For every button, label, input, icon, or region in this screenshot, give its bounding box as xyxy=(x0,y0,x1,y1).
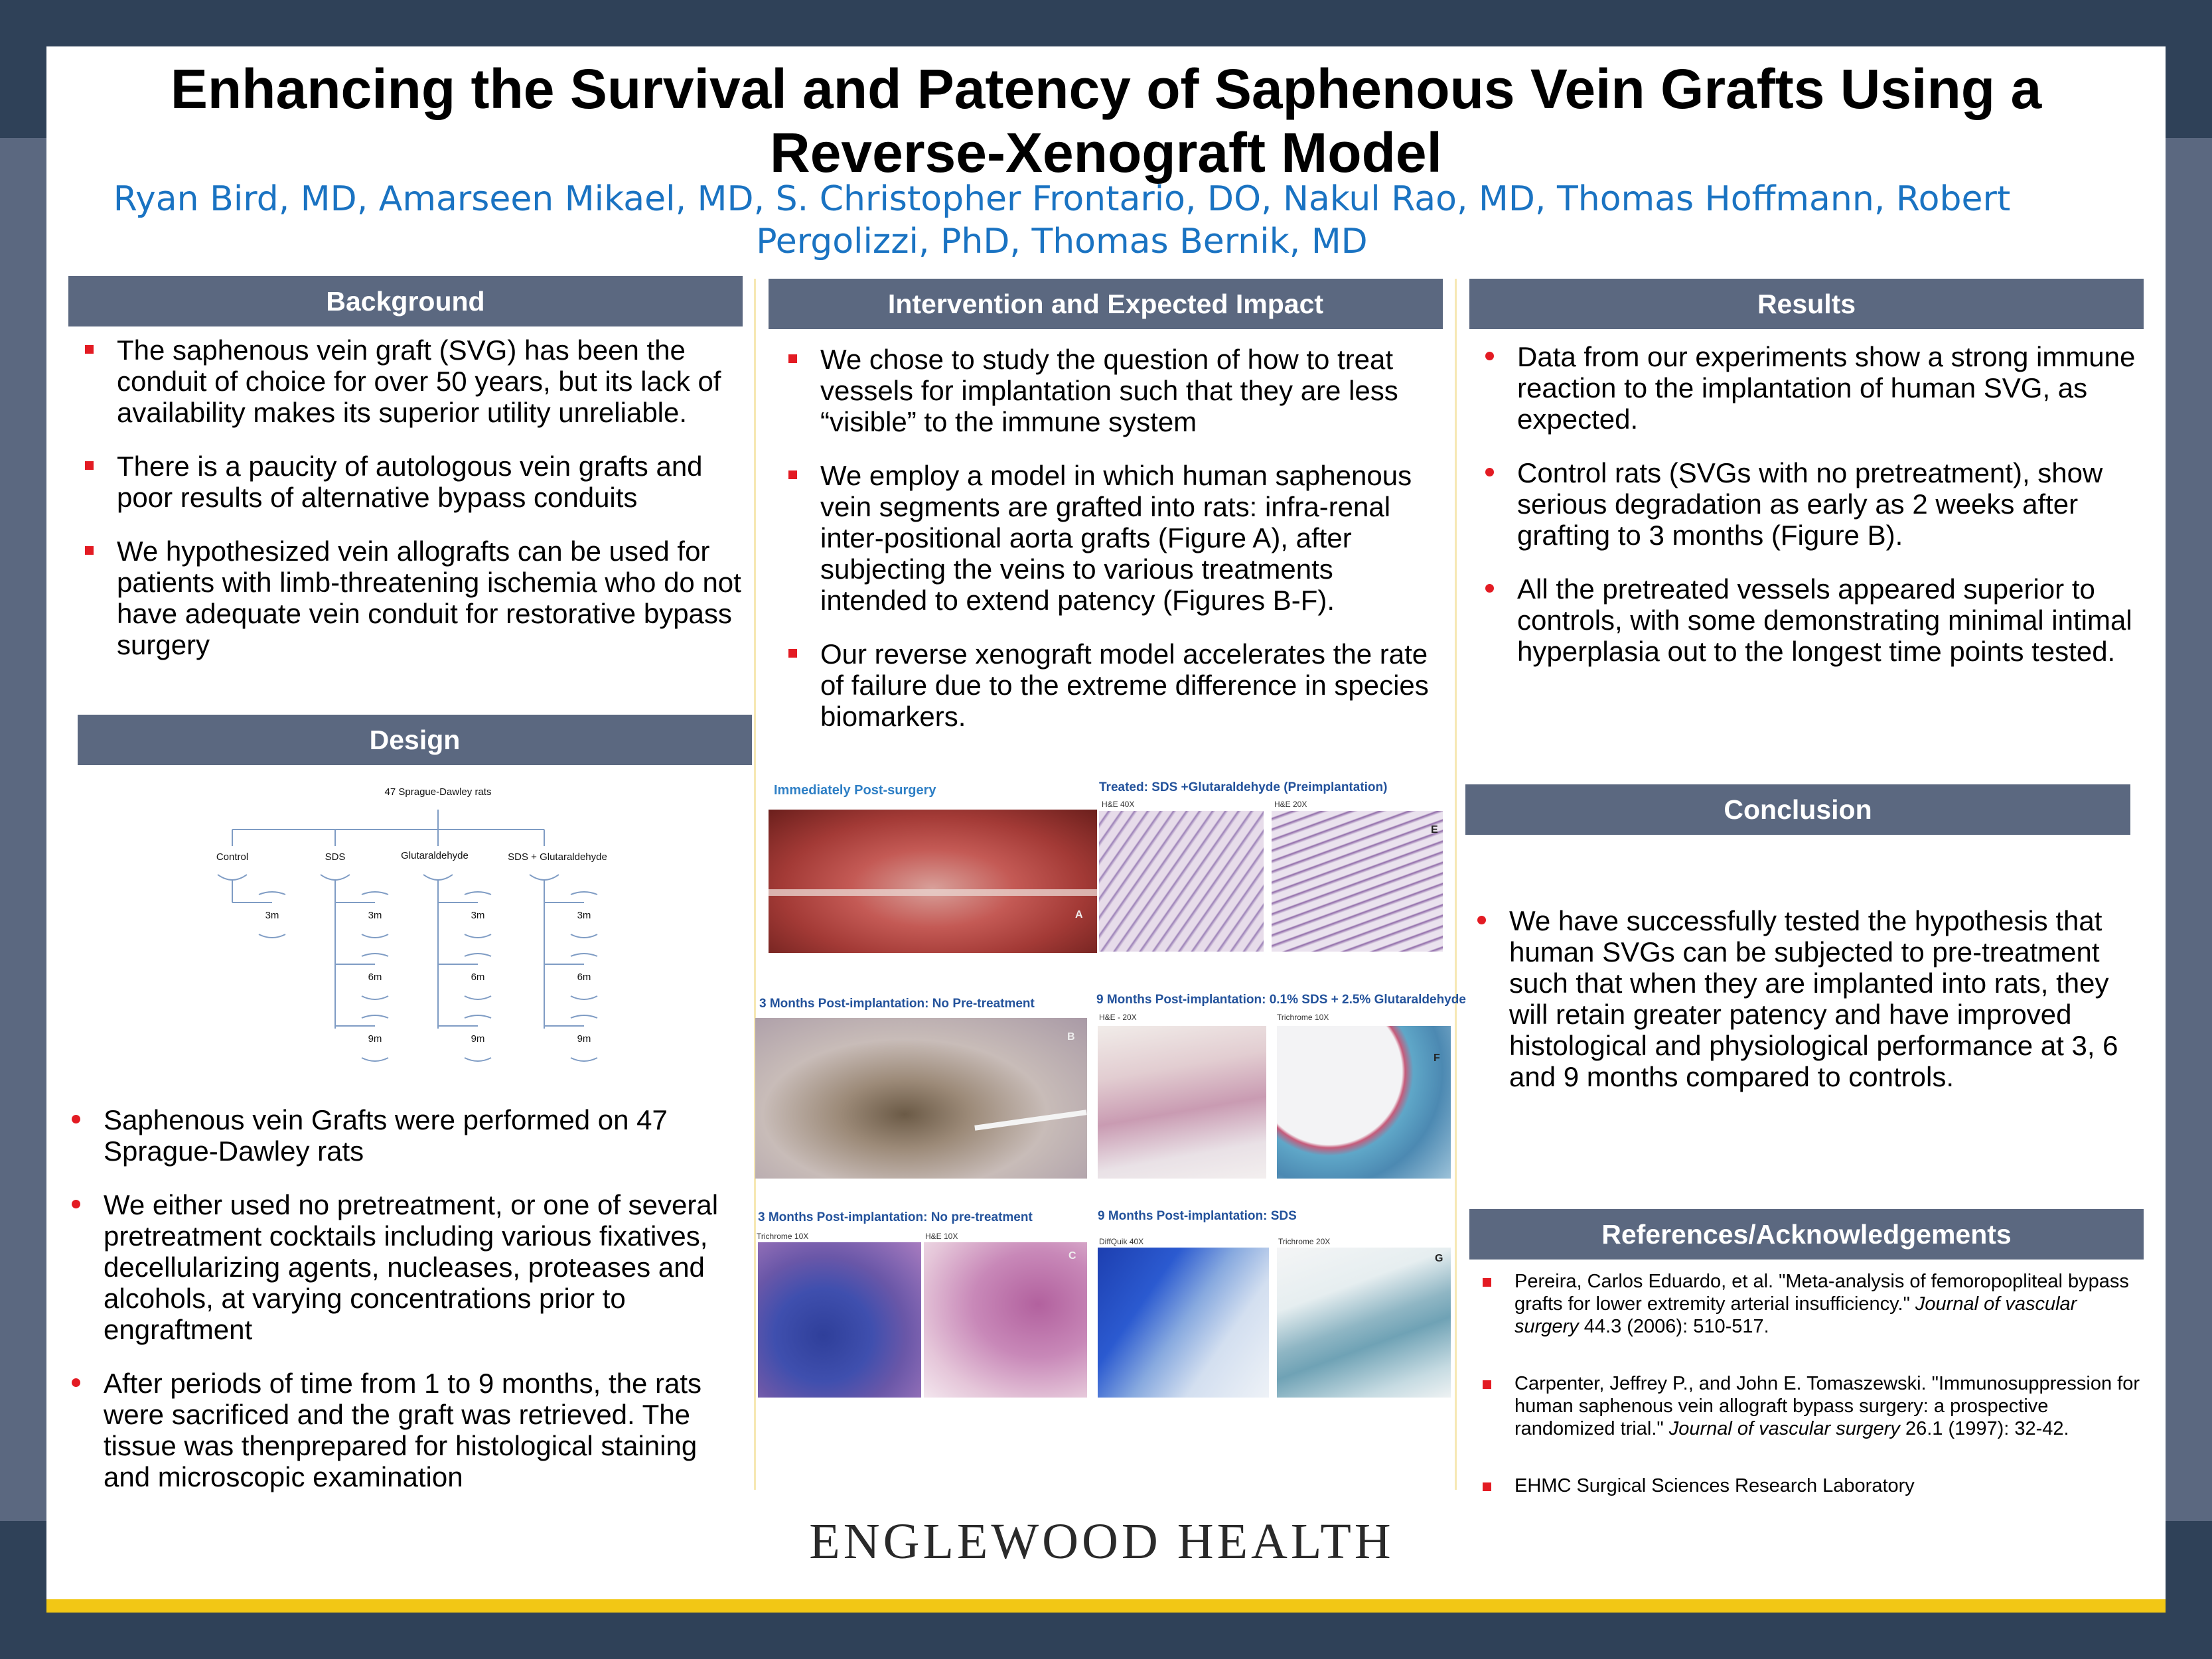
flowchart-timepoint: 9m xyxy=(471,1033,485,1045)
flowchart-timepoint: 6m xyxy=(471,972,485,983)
figure-c-subcaption: H&E 10X xyxy=(925,1232,958,1241)
background-heading: Background xyxy=(68,276,743,326)
design-item: After periods of time from 1 to 9 months, the rats were sacrificed and the graft was retrieved. The tissue was thenprepared for histological staining and microscopic examination xyxy=(66,1368,737,1492)
figure-letter: A xyxy=(1075,909,1083,920)
figure-b-caption: 3 Months Post-implantation: No Pre-treatment xyxy=(759,997,1035,1011)
results-item: Data from our experiments show a strong immune reaction to the implantation of human SVG, as expected. xyxy=(1480,341,2144,435)
flowchart-svg xyxy=(199,776,624,1068)
figure-letter: G xyxy=(1435,1253,1443,1264)
reference-journal: Journal of vascular surgery xyxy=(1514,1293,2077,1337)
figure-f-left-micrograph xyxy=(1098,1026,1266,1179)
figure-f-caption: 9 Months Post-implantation: 0.1% SDS + 2.5% Glutaraldehyde xyxy=(1096,993,1466,1007)
flowchart-timepoint: 9m xyxy=(577,1033,591,1045)
flowchart-timepoint: 3m xyxy=(471,910,485,921)
figure-a-photo xyxy=(769,810,1097,953)
figure-a-caption: Immediately Post-surgery xyxy=(774,783,936,798)
figure-g-subcaption: Trichrome 20X xyxy=(1278,1237,1331,1246)
figure-c-right-micrograph xyxy=(924,1242,1087,1398)
column-divider-right xyxy=(1455,279,1457,1490)
figure-c-subcaption: Trichrome 10X xyxy=(757,1232,809,1241)
englewood-health-logo: ENGLEWOOD HEALTH xyxy=(809,1514,1394,1569)
reference-text: Carpenter, Jeffrey P., and John E. Tomaszewski. "Immunosuppression for human saphenous vein allograft bypass surgery: a prospective randomized trial." xyxy=(1514,1373,2140,1439)
figure-g-subcaption: DiffQuik 40X xyxy=(1099,1237,1144,1246)
references-list xyxy=(1477,1270,2141,1532)
intervention-list xyxy=(783,344,1447,755)
results-item: All the pretreated vessels appeared superior to controls, with some demonstrating minimal intimal hyperplasia out to the longest time points tested. xyxy=(1480,573,2144,667)
flowchart-group: Control xyxy=(216,851,249,863)
figure-g-caption: 9 Months Post-implantation: SDS xyxy=(1098,1209,1297,1223)
intervention-heading: Intervention and Expected Impact xyxy=(769,279,1443,329)
flowchart-timepoint: 9m xyxy=(368,1033,382,1045)
figure-e-subcaption: H&E 40X xyxy=(1102,800,1135,809)
background-item: There is a paucity of autologous vein grafts and poor results of alternative bypass conduits xyxy=(80,451,743,513)
figure-f-subcaption: Trichrome 10X xyxy=(1277,1013,1329,1022)
flowchart-timepoint: 3m xyxy=(265,910,279,921)
reference-item xyxy=(1477,1372,2141,1440)
design-item: Saphenous vein Grafts were performed on 47 Sprague-Dawley rats xyxy=(66,1104,737,1167)
figure-e-subcaption: H&E 20X xyxy=(1274,800,1307,809)
gold-stripe xyxy=(46,1599,2166,1613)
flowchart-group: Glutaraldehyde xyxy=(401,850,469,861)
flowchart-timepoint: 3m xyxy=(577,910,591,921)
intervention-item: Our reverse xenograft model accelerates the rate of failure due to the extreme difference in species biomarkers. xyxy=(783,638,1447,732)
intervention-item: We chose to study the question of how to treat vessels for implantation such that they are less “visible” to the immune system xyxy=(783,344,1447,437)
figure-c-caption: 3 Months Post-implantation: No pre-treatment xyxy=(758,1210,1033,1224)
conclusion-heading: Conclusion xyxy=(1465,784,2130,835)
figure-c-left-micrograph xyxy=(758,1242,921,1398)
column-divider-left xyxy=(754,279,756,1490)
figure-letter: C xyxy=(1069,1250,1076,1262)
design-heading: Design xyxy=(78,715,752,765)
conclusion-item: We have successfully tested the hypothesis that human SVGs can be subjected to pre-treatment such that when they are implanted into rats, they will retain greater patency and have improved histological and physiological performance at 3, 6 and 9 months compared to controls. xyxy=(1472,905,2136,1092)
results-heading: Results xyxy=(1469,279,2144,329)
flowchart-timepoint: 3m xyxy=(368,910,382,921)
background-item: We hypothesized vein allografts can be used for patients with limb-threatening ischemia who do not have adequate vein conduit for restorative bypass surgery xyxy=(80,536,743,660)
acknowledgement-item: EHMC Surgical Sciences Research Laboratory xyxy=(1477,1475,2141,1497)
flowchart-group: SDS + Glutaraldehyde xyxy=(508,851,607,863)
design-item: We either used no pretreatment, or one of several pretreatment cocktails including various fixatives, decellularizing agents, nucleases, proteases and alcohols, at varying concentrations prior to engraftment xyxy=(66,1189,737,1345)
reference-text: 44.3 (2006): 510-517. xyxy=(1578,1316,1769,1337)
figure-f-subcaption: H&E - 20X xyxy=(1099,1013,1137,1022)
flowchart-timepoint: 6m xyxy=(368,972,382,983)
references-heading: References/Acknowledgements xyxy=(1469,1209,2144,1260)
background-item: The saphenous vein graft (SVG) has been the conduit of choice for over 50 years, but its lack of availability makes its superior utility unreliable. xyxy=(80,334,743,428)
figure-e-caption: Treated: SDS +Glutaraldehyde (Preimplantation) xyxy=(1099,780,1388,794)
figure-letter: F xyxy=(1434,1052,1440,1064)
flowchart-group: SDS xyxy=(325,851,346,863)
results-item: Control rats (SVGs with no pretreatment), show serious degradation as early as 2 weeks after grafting to 3 months (Figure B). xyxy=(1480,457,2144,551)
reference-journal: Journal of vascular surgery xyxy=(1668,1418,1900,1439)
flowchart-timepoint: 6m xyxy=(577,972,591,983)
reference-text: Pereira, Carlos Eduardo, et al. "Meta-analysis of femoropopliteal bypass grafts for lower extremity arterial insufficiency." xyxy=(1514,1271,2129,1315)
flowchart-root: 47 Sprague-Dawley rats xyxy=(384,786,492,798)
conclusion-list xyxy=(1472,905,2136,1115)
results-list xyxy=(1480,341,2144,689)
reference-item xyxy=(1477,1270,2141,1338)
background-list xyxy=(80,334,743,683)
figure-letter: B xyxy=(1067,1031,1075,1043)
figure-b-photo xyxy=(755,1018,1087,1179)
figure-e-left-micrograph xyxy=(1099,811,1264,952)
figure-g-right-micrograph xyxy=(1277,1248,1451,1398)
figure-e-right-micrograph xyxy=(1272,811,1443,952)
design-list xyxy=(66,1104,737,1515)
intervention-item: We employ a model in which human saphenous vein segments are grafted into rats: infra-renal inter-positional aorta grafts (Figure A), after subjecting the veins to various treatments intended to extend patency (Figures B-F). xyxy=(783,460,1447,616)
design-flowchart xyxy=(199,776,624,1068)
figure-g-left-micrograph xyxy=(1098,1248,1269,1398)
poster-title: Enhancing the Survival and Patency of Saphenous Vein Grafts Using a Reverse-Xenograft Model xyxy=(170,58,2042,184)
figure-f-right-micrograph xyxy=(1277,1026,1451,1179)
figure-letter: E xyxy=(1431,824,1438,835)
author-list: Ryan Bird, MD, Amarseen Mikael, MD, S. Christopher Frontario, DO, Nakul Rao, MD, Thomas Hoffmann, Robert Pergolizzi, PhD, Thomas Bernik, MD xyxy=(113,179,2011,261)
reference-text: 26.1 (1997): 32-42. xyxy=(1899,1418,2069,1439)
